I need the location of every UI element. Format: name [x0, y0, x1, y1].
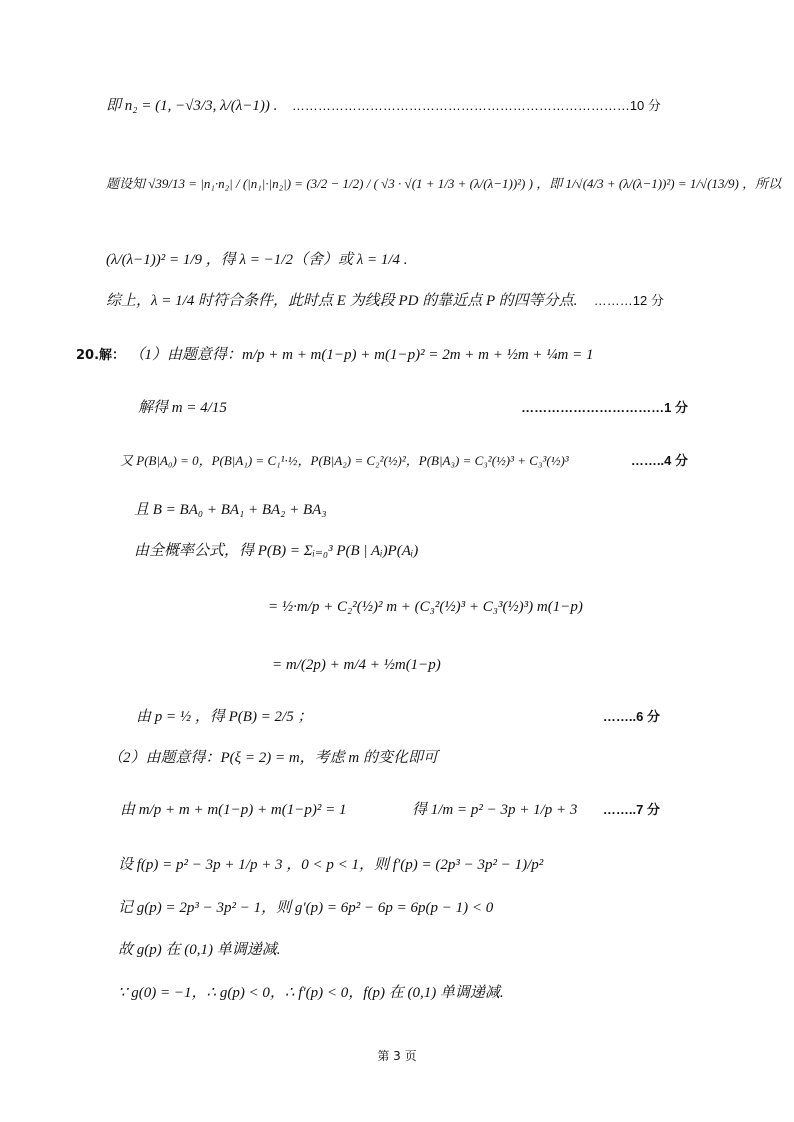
- line-16: [118, 898, 493, 918]
- f-definition: 设 f(p) = p² − 3p + 1/p + 3 ，0 < p < 1，则 f′(p) = (2p³ − 3p² − 1)/p²: [118, 857, 544, 873]
- line-4: [106, 291, 664, 311]
- line-12: [136, 707, 660, 727]
- problem-20-label: 20.解：: [76, 348, 126, 363]
- event-decomposition: 且 B = BA₀ + BA₁ + BA₂ + BA₃: [134, 502, 327, 518]
- score-12: ………12 分: [593, 293, 664, 308]
- g-definition: 记 g(p) = 2p³ − 3p² − 1，则 g′(p) = 6p² − 6p = 6p(p − 1) < 0: [118, 900, 494, 916]
- normal-vector-n2: 即 n₂ = (1, −√3/3, λ/(λ−1)) .: [106, 98, 278, 114]
- score-6: ……..6 分: [602, 709, 660, 724]
- line-18: [118, 983, 504, 1003]
- line-8: [134, 500, 327, 520]
- pb-expansion: = ½·m/p + C₂²(½)² m + (C₃²(½)³ + C₃³(½)³) m(1−p): [268, 599, 583, 615]
- line-15: [118, 855, 543, 875]
- line-3: [106, 250, 408, 270]
- page-footer: 第 3 页: [377, 1049, 417, 1063]
- reciprocal-m: 得 1/m = p² − 3p + 1/p + 3: [412, 802, 578, 818]
- pb-result: 由 p = ½ ，得 P(B) = 2/5 ；: [136, 709, 313, 725]
- line-9: [134, 541, 418, 561]
- line-14: [120, 800, 660, 820]
- score-4: ……..4 分: [630, 453, 688, 468]
- line-1: [106, 96, 661, 116]
- score-10: ……………………………………………………………………10 分: [291, 98, 661, 113]
- line-10: [268, 597, 583, 617]
- total-probability-formula: 由全概率公式，得 P(B) = Σᵢ₌₀³ P(B | Aᵢ)P(Aᵢ): [134, 543, 419, 559]
- part2-intro: （2）由题意得：P(ξ = 2) = m，考虑 m 的变化即可: [108, 750, 438, 766]
- f-monotone-conclusion: ∵ g(0) = −1，∴ g(p) < 0，∴ f′(p) < 0，f(p) 在 (0,1) 单调递减.: [118, 985, 504, 1001]
- line-11: [272, 655, 441, 675]
- line-7: [120, 451, 688, 471]
- line-17: [118, 940, 280, 960]
- lambda-solution: (λ/(λ−1))² = 1/9 ，得 λ = −1/2（舍）或 λ = 1/4 .: [106, 252, 408, 268]
- score-7: ……..7 分: [602, 802, 660, 817]
- part1-equation: （1）由题意得：m/p + m + m(1−p) + m(1−p)² = 2m + m + ½m + ¼m = 1: [129, 347, 594, 363]
- line-6: [138, 398, 688, 418]
- pb-simplified: = m/(2p) + m/4 + ½m(1−p): [272, 657, 441, 673]
- angle-condition-equation: 题设知 √39/13 = |n₁·n₂| / (|n₁|·|n₂|) = (3/2 − 1/2) / ( √3 · √(1 + 1/3 + (λ/(λ−1))²) ) ，即 1/√(4/3 + (λ/(λ−1))²) = 1/√(13/9) ，所以: [106, 176, 782, 191]
- g-monotone: 故 g(p) 在 (0,1) 单调递减.: [118, 942, 281, 958]
- score-1: ……………………………1 分: [521, 400, 688, 415]
- line-5: [76, 345, 594, 366]
- conclusion-text: 综上，λ = 1/4 时符合条件，此时点 E 为线段 PD 的靠近点 P 的四等分点.: [106, 293, 578, 309]
- line-13: [108, 748, 438, 768]
- part2-equation: 由 m/p + m + m(1−p) + m(1−p)² = 1: [120, 802, 347, 818]
- conditional-probabilities: 又 P(B|A₀) = 0，P(B|A₁) = C₁¹·½，P(B|A₂) = C₂²(½)²，P(B|A₃) = C₃²(½)³ + C₃³(½)³: [120, 453, 569, 468]
- m-value: 解得 m = 4/15: [138, 400, 227, 416]
- line-2: [106, 174, 782, 194]
